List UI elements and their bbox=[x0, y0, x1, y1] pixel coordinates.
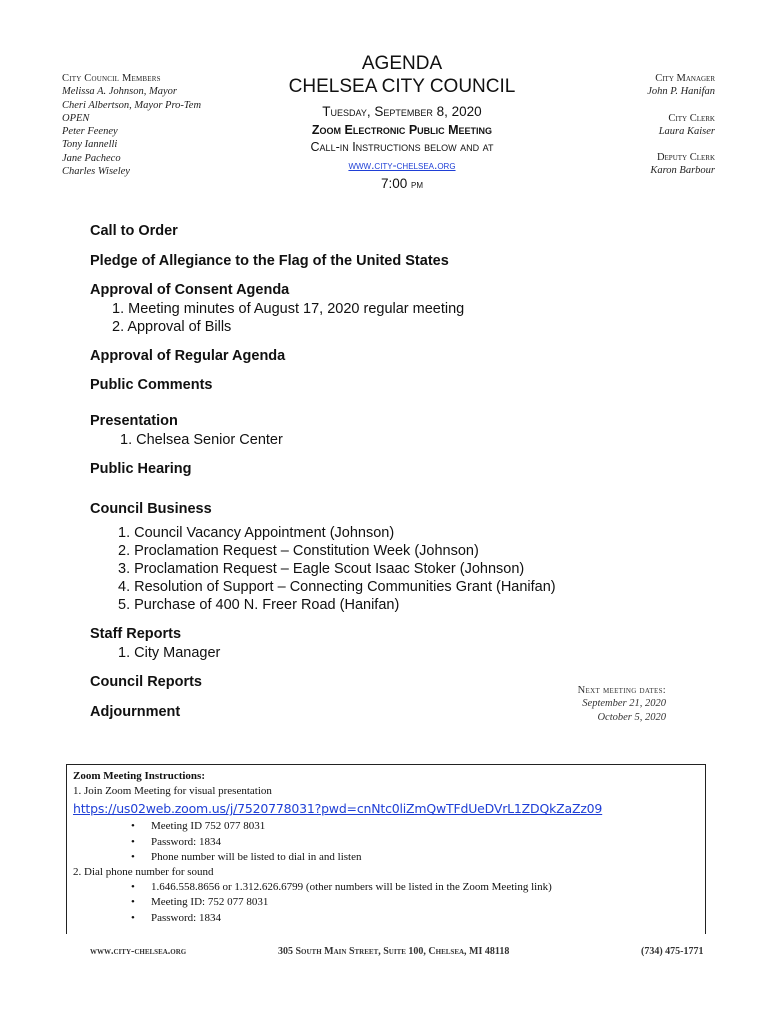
list-item bbox=[131, 911, 699, 926]
list-item-text: 1.646.558.8656 or 1.312.626.6799 (other numbers will be listed in the Zoom Meeting link) bbox=[151, 881, 552, 894]
presentation-list bbox=[90, 431, 710, 449]
public-comments: Public Comments bbox=[90, 377, 213, 393]
list-item: 1. Meeting minutes of August 17, 2020 regular meeting bbox=[112, 301, 465, 317]
adjournment: Adjournment bbox=[90, 704, 181, 720]
bullet-icon: • bbox=[131, 820, 135, 833]
public-hearing: Public Hearing bbox=[90, 461, 192, 477]
pledge: Pledge of Allegiance to the Flag of the United States bbox=[90, 253, 449, 269]
meeting-date: Tuesday, September 8, 2020 bbox=[322, 104, 482, 119]
list-item bbox=[131, 895, 699, 910]
meeting-type: Zoom Electronic Public Meeting bbox=[311, 123, 493, 137]
next-meeting-date: September 21, 2020 bbox=[582, 698, 666, 710]
bullet-icon: • bbox=[131, 896, 135, 909]
list-item bbox=[131, 819, 699, 834]
meeting-time bbox=[262, 174, 542, 195]
bullet-icon: • bbox=[131, 881, 135, 894]
council-business-title: Council Business bbox=[90, 501, 212, 517]
council-member: Jane Pacheco bbox=[62, 152, 121, 164]
meeting-time-suffix: pm bbox=[411, 179, 424, 191]
list-item: 1. Council Vacancy Appointment (Johnson) bbox=[118, 525, 395, 541]
staff-reports-title: Staff Reports bbox=[90, 626, 182, 642]
zoom-step-1: 1. Join Zoom Meeting for visual presentation bbox=[73, 785, 272, 798]
next-meeting-label: Next meeting dates: bbox=[577, 685, 666, 696]
council-member: OPEN bbox=[62, 112, 90, 124]
regular-agenda: Approval of Regular Agenda bbox=[90, 348, 286, 364]
council-member: Melissa A. Johnson, Mayor bbox=[62, 86, 178, 98]
list-item: 5. Purchase of 400 N. Freer Road (Hanifan) bbox=[118, 597, 400, 613]
staff-name: Karon Barbour bbox=[650, 165, 715, 177]
list-item-text: Meeting ID: 752 077 8031 bbox=[151, 896, 269, 909]
city-staff bbox=[515, 72, 715, 191]
list-item bbox=[131, 835, 699, 850]
council-member: Tony Iannelli bbox=[62, 139, 118, 151]
website-link[interactable]: www.city-chelsea.org bbox=[348, 158, 456, 172]
list-item-text: Password: 1834 bbox=[151, 911, 221, 924]
bullet-icon: • bbox=[131, 911, 135, 924]
staff-role: City Manager bbox=[655, 73, 715, 84]
bullet-icon: • bbox=[131, 850, 135, 863]
footer-website: www.city-chelsea.org bbox=[90, 946, 187, 957]
council-business-list bbox=[90, 524, 710, 614]
list-item: 3. Proclamation Request – Eagle Scout Isaac Stoker (Johnson) bbox=[118, 561, 525, 577]
footer-phone: (734) 475-1771 bbox=[641, 946, 704, 957]
call-in-note: Call-in Instructions below and at bbox=[310, 140, 494, 154]
zoom-instructions-title: Zoom Meeting Instructions: bbox=[73, 770, 205, 782]
council-reports: Council Reports bbox=[90, 674, 202, 690]
zoom-step-2: 2. Dial phone number for sound bbox=[73, 866, 214, 879]
next-meeting-date: October 5, 2020 bbox=[597, 711, 666, 723]
list-item-text: Phone number will be listed to dial in and listen bbox=[151, 850, 362, 863]
staff-role: City Clerk bbox=[668, 112, 715, 124]
consent-agenda-list bbox=[90, 300, 710, 336]
council-members bbox=[62, 72, 262, 178]
presentation-title: Presentation bbox=[90, 413, 178, 429]
list-item: 1. Chelsea Senior Center bbox=[120, 432, 283, 448]
list-item-text: Meeting ID 752 077 8031 bbox=[151, 820, 266, 833]
meeting-time-value: 7:00 bbox=[380, 176, 408, 191]
footer-address: 305 South Main Street, Suite 100, Chelsea, MI 48118 bbox=[278, 946, 510, 957]
zoom-meeting-link[interactable]: https://us02web.zoom.us/j/7520778031?pwd=cnNtc0liZmQwTFdUeDVrL1ZDQkZaZz09 bbox=[73, 801, 603, 817]
council-name: CHELSEA CITY COUNCIL bbox=[288, 76, 516, 97]
consent-agenda-title: Approval of Consent Agenda bbox=[90, 282, 290, 298]
council-member: Cheri Albertson, Mayor Pro-Tem bbox=[62, 99, 202, 111]
list-item: 2. Approval of Bills bbox=[112, 319, 232, 335]
agenda-title: AGENDA bbox=[361, 53, 443, 74]
council-member: Charles Wiseley bbox=[62, 166, 130, 178]
bullet-icon: • bbox=[131, 835, 135, 848]
call-to-order: Call to Order bbox=[90, 223, 178, 239]
council-members-heading: City Council Members bbox=[62, 73, 161, 84]
list-item: 2. Proclamation Request – Constitution Week (Johnson) bbox=[118, 543, 479, 559]
council-member: Peter Feeney bbox=[62, 126, 118, 138]
staff-role: Deputy Clerk bbox=[656, 152, 715, 164]
list-item bbox=[131, 850, 699, 865]
zoom-step-1-list bbox=[73, 819, 699, 865]
list-item: 1. City Manager bbox=[118, 645, 221, 661]
list-item: 4. Resolution of Support – Connecting Communities Grant (Hanifan) bbox=[118, 579, 556, 595]
staff-name: Laura Kaiser bbox=[658, 125, 715, 137]
zoom-step-2-list bbox=[73, 880, 699, 926]
list-item-text: Password: 1834 bbox=[151, 835, 221, 848]
list-item bbox=[131, 880, 699, 895]
zoom-instructions bbox=[66, 764, 706, 934]
agenda-header bbox=[262, 52, 542, 195]
next-meeting-dates bbox=[578, 684, 666, 724]
agenda-body bbox=[90, 222, 710, 722]
staff-name: John P. Hanifan bbox=[647, 86, 715, 98]
staff-reports-list bbox=[90, 644, 710, 662]
